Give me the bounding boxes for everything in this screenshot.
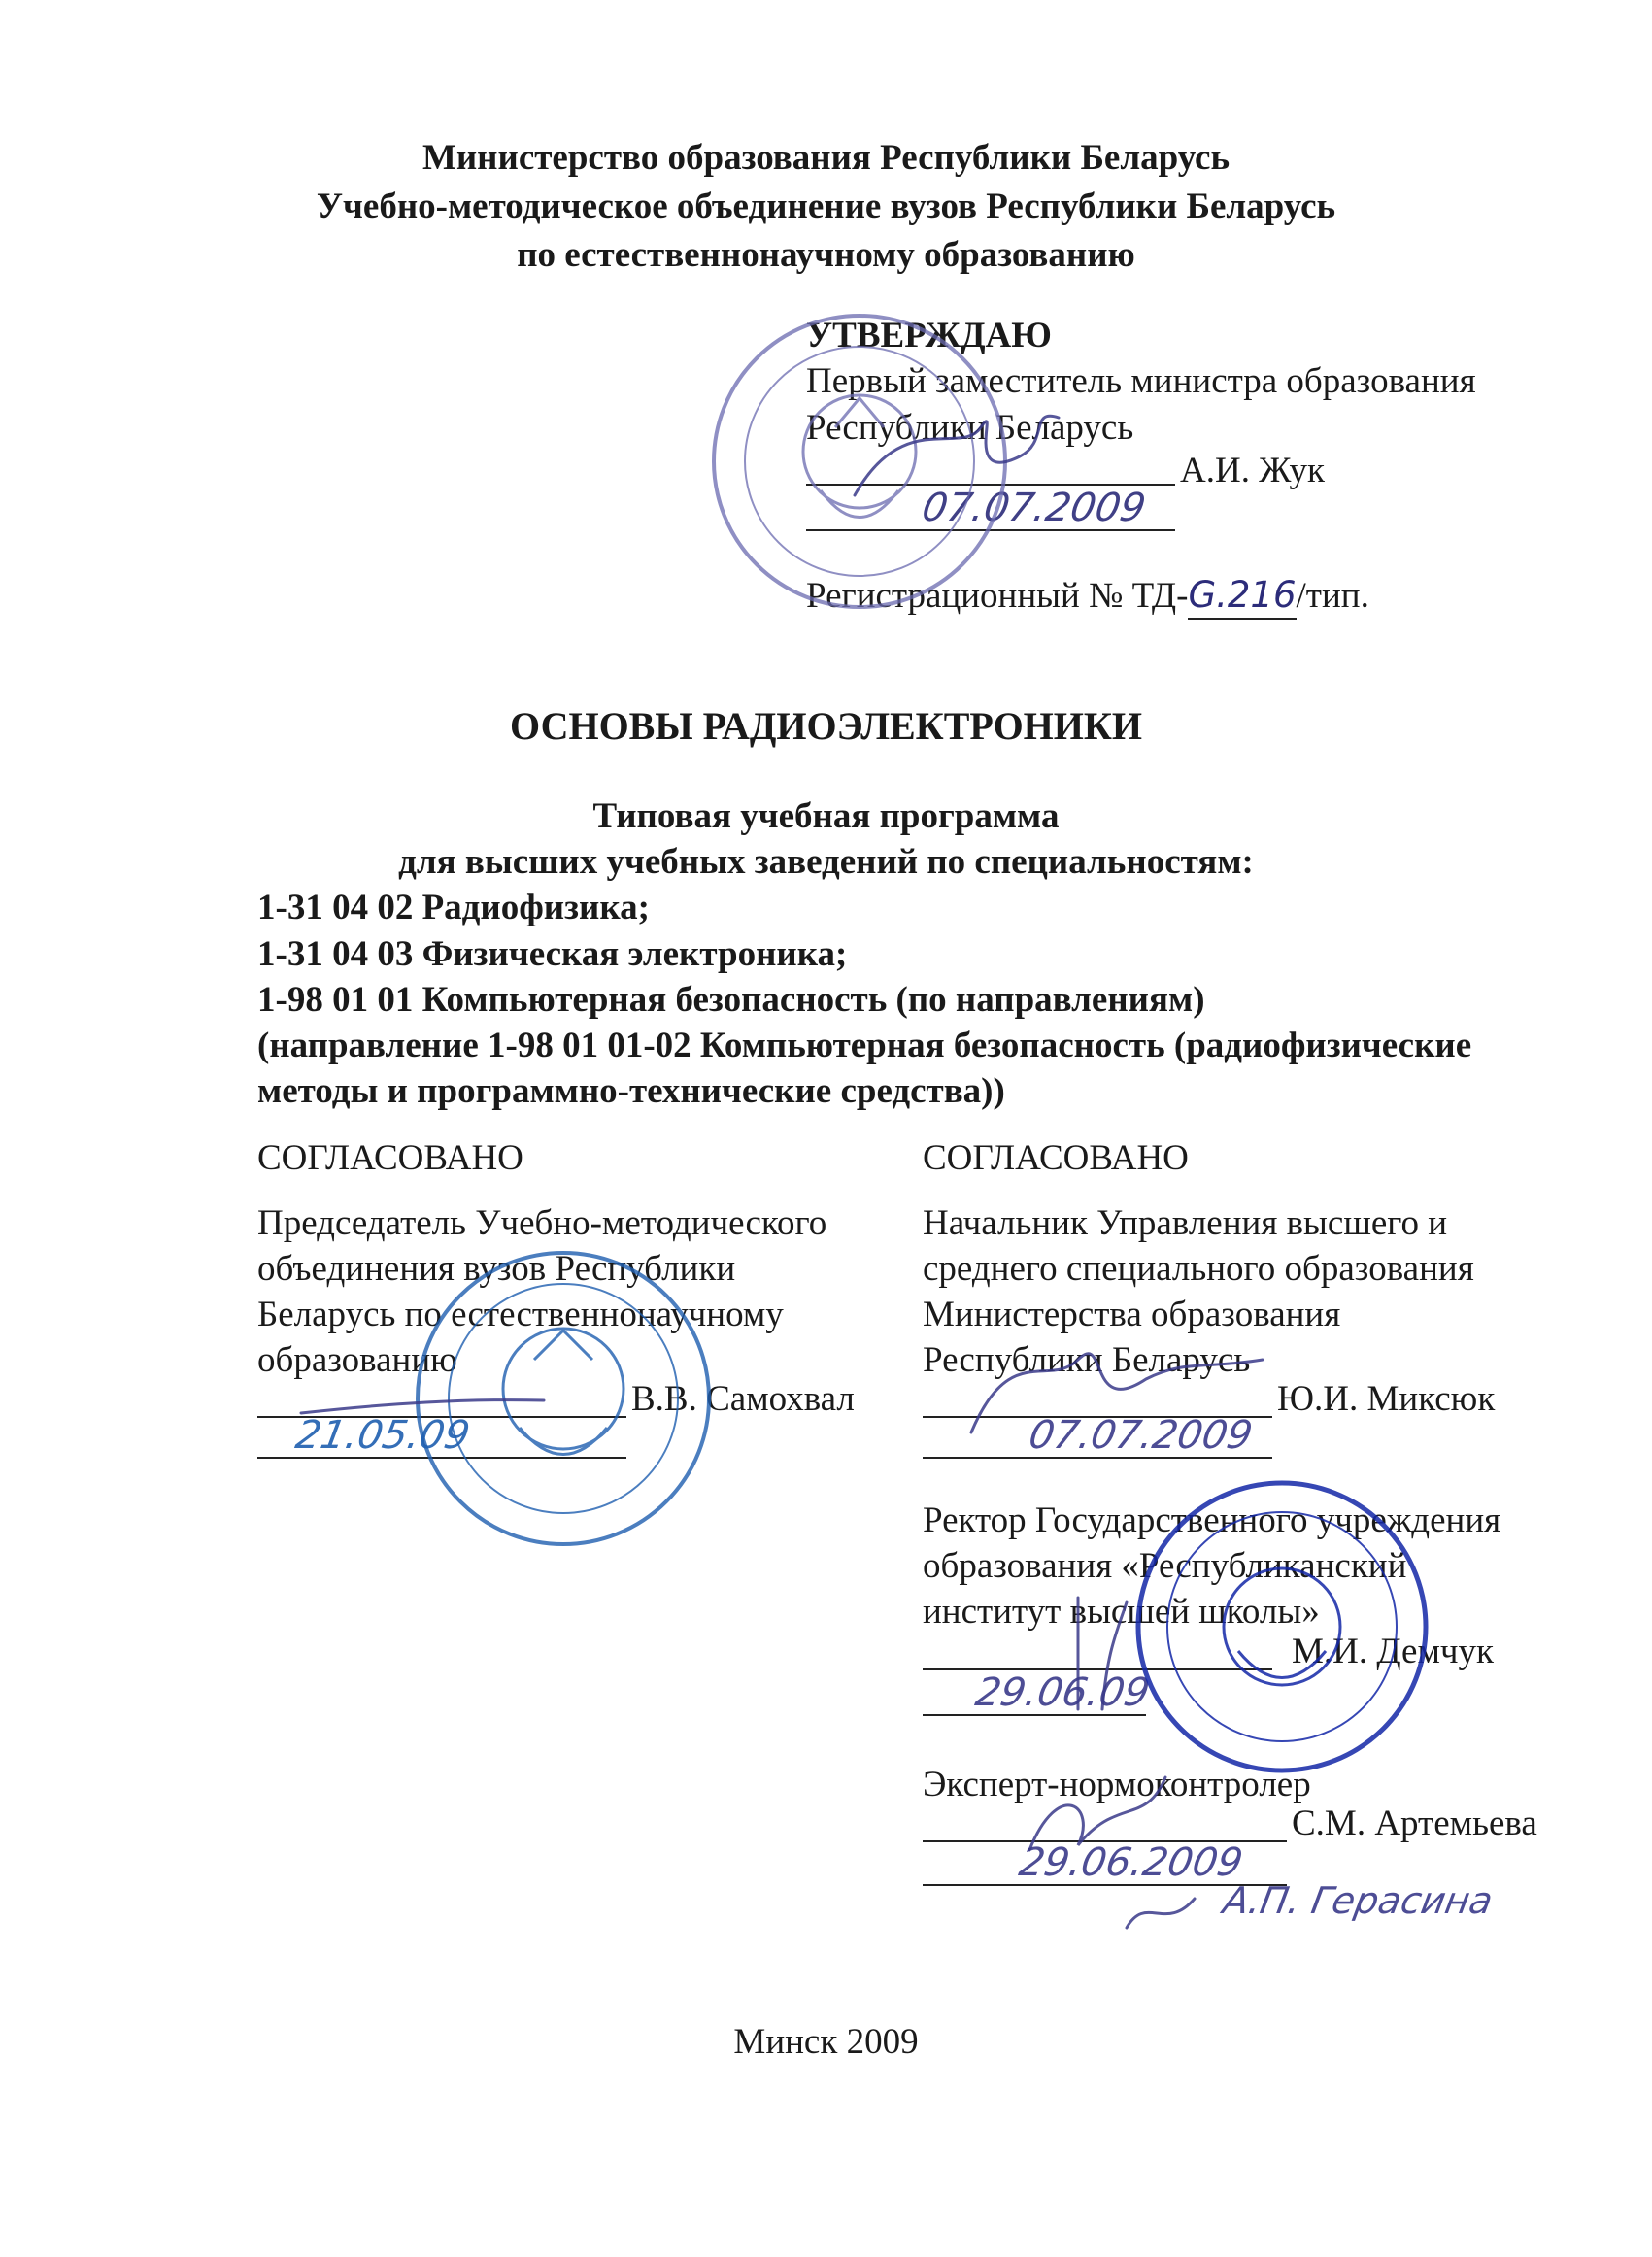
agreed-right-line1: Начальник Управления высшего и bbox=[923, 1203, 1448, 1243]
expert-extra-signature: А.П. Герасина bbox=[1220, 1879, 1497, 1922]
agreed-left-line4: образованию bbox=[257, 1340, 457, 1380]
registration-number: G.216 bbox=[1188, 573, 1296, 620]
approve-position-line1: Первый заместитель министра образования bbox=[806, 361, 1476, 401]
approve-name: А.И. Жук bbox=[1180, 451, 1326, 490]
footer-place-year: Минск 2009 bbox=[733, 2022, 919, 2062]
agreed-right-line2: среднего специального образования bbox=[923, 1249, 1474, 1289]
header-ministry: Министерство образования Республики Беларусь bbox=[421, 138, 1231, 178]
rector-date-handwritten: 29.06.09 bbox=[971, 1670, 1154, 1715]
agreed-left-name: В.В. Самохвал bbox=[631, 1379, 855, 1419]
institute-stamp bbox=[1138, 1483, 1426, 1770]
expert-name: С.М. Артемьева bbox=[1292, 1803, 1537, 1843]
document-subtitle-2: для высших учебных заведений по специальностям: bbox=[398, 842, 1254, 882]
approve-date-handwritten: 07.07.2009 bbox=[918, 486, 1150, 530]
specialty-3: 1-98 01 01 Компьютерная безопасность (по направлениям) bbox=[257, 980, 1205, 1020]
agreed-left-title: СОГЛАСОВАНО bbox=[257, 1138, 523, 1178]
approve-title: УТВЕРЖДАЮ bbox=[806, 316, 1052, 355]
rector-line2: образования «Республиканский bbox=[923, 1546, 1407, 1586]
agreed-left-line3: Беларусь по естественнонаучному bbox=[257, 1295, 784, 1334]
approve-position-line2: Республики Беларусь bbox=[806, 408, 1134, 448]
agreed-left-date-handwritten: 21.05.09 bbox=[291, 1413, 474, 1458]
specialty-4: (направление 1-98 01 01-02 Компьютерная безопасность (радиофизические bbox=[257, 1026, 1472, 1065]
rector-line1: Ректор Государственного учреждения bbox=[923, 1500, 1501, 1540]
ministry-stamp bbox=[714, 316, 1005, 607]
expert-date-handwritten: 29.06.2009 bbox=[1015, 1840, 1247, 1885]
agreed-left-line1: Председатель Учебно-методического bbox=[257, 1203, 827, 1243]
rector-name: М.И. Демчук bbox=[1292, 1632, 1494, 1671]
agreed-right-name: Ю.И. Миксюк bbox=[1277, 1379, 1496, 1419]
agreed-right-line3: Министерства образования bbox=[923, 1295, 1341, 1334]
agreed-right-line4: Республики Беларусь bbox=[923, 1340, 1251, 1380]
expert-title: Эксперт-нормоконтролер bbox=[923, 1765, 1311, 1804]
registration-suffix: /тип. bbox=[1296, 576, 1369, 616]
agreed-right-date-handwritten: 07.07.2009 bbox=[1025, 1413, 1257, 1458]
agreed-right-title: СОГЛАСОВАНО bbox=[923, 1138, 1189, 1178]
specialty-5: методы и программно-технические средства)) bbox=[257, 1071, 1005, 1111]
header-association: Учебно-методическое объединение вузов Республики Беларусь bbox=[316, 186, 1336, 226]
header-association-sub: по естественнонаучному образованию bbox=[517, 235, 1135, 275]
registration-prefix: Регистрационный № ТД- bbox=[806, 576, 1189, 616]
document-title: ОСНОВЫ РАДИОЭЛЕКТРОНИКИ bbox=[509, 704, 1143, 748]
specialty-1: 1-31 04 02 Радиофизика; bbox=[257, 888, 650, 927]
document-subtitle-1: Типовая учебная программа bbox=[592, 796, 1060, 836]
agreed-left-line2: объединения вузов Республики bbox=[257, 1249, 736, 1289]
specialty-2: 1-31 04 03 Физическая электроника; bbox=[257, 934, 848, 974]
handwritten-signatures bbox=[301, 416, 1263, 1928]
university-association-stamp bbox=[418, 1253, 709, 1544]
rector-line3: институт высшей школы» bbox=[923, 1592, 1320, 1632]
